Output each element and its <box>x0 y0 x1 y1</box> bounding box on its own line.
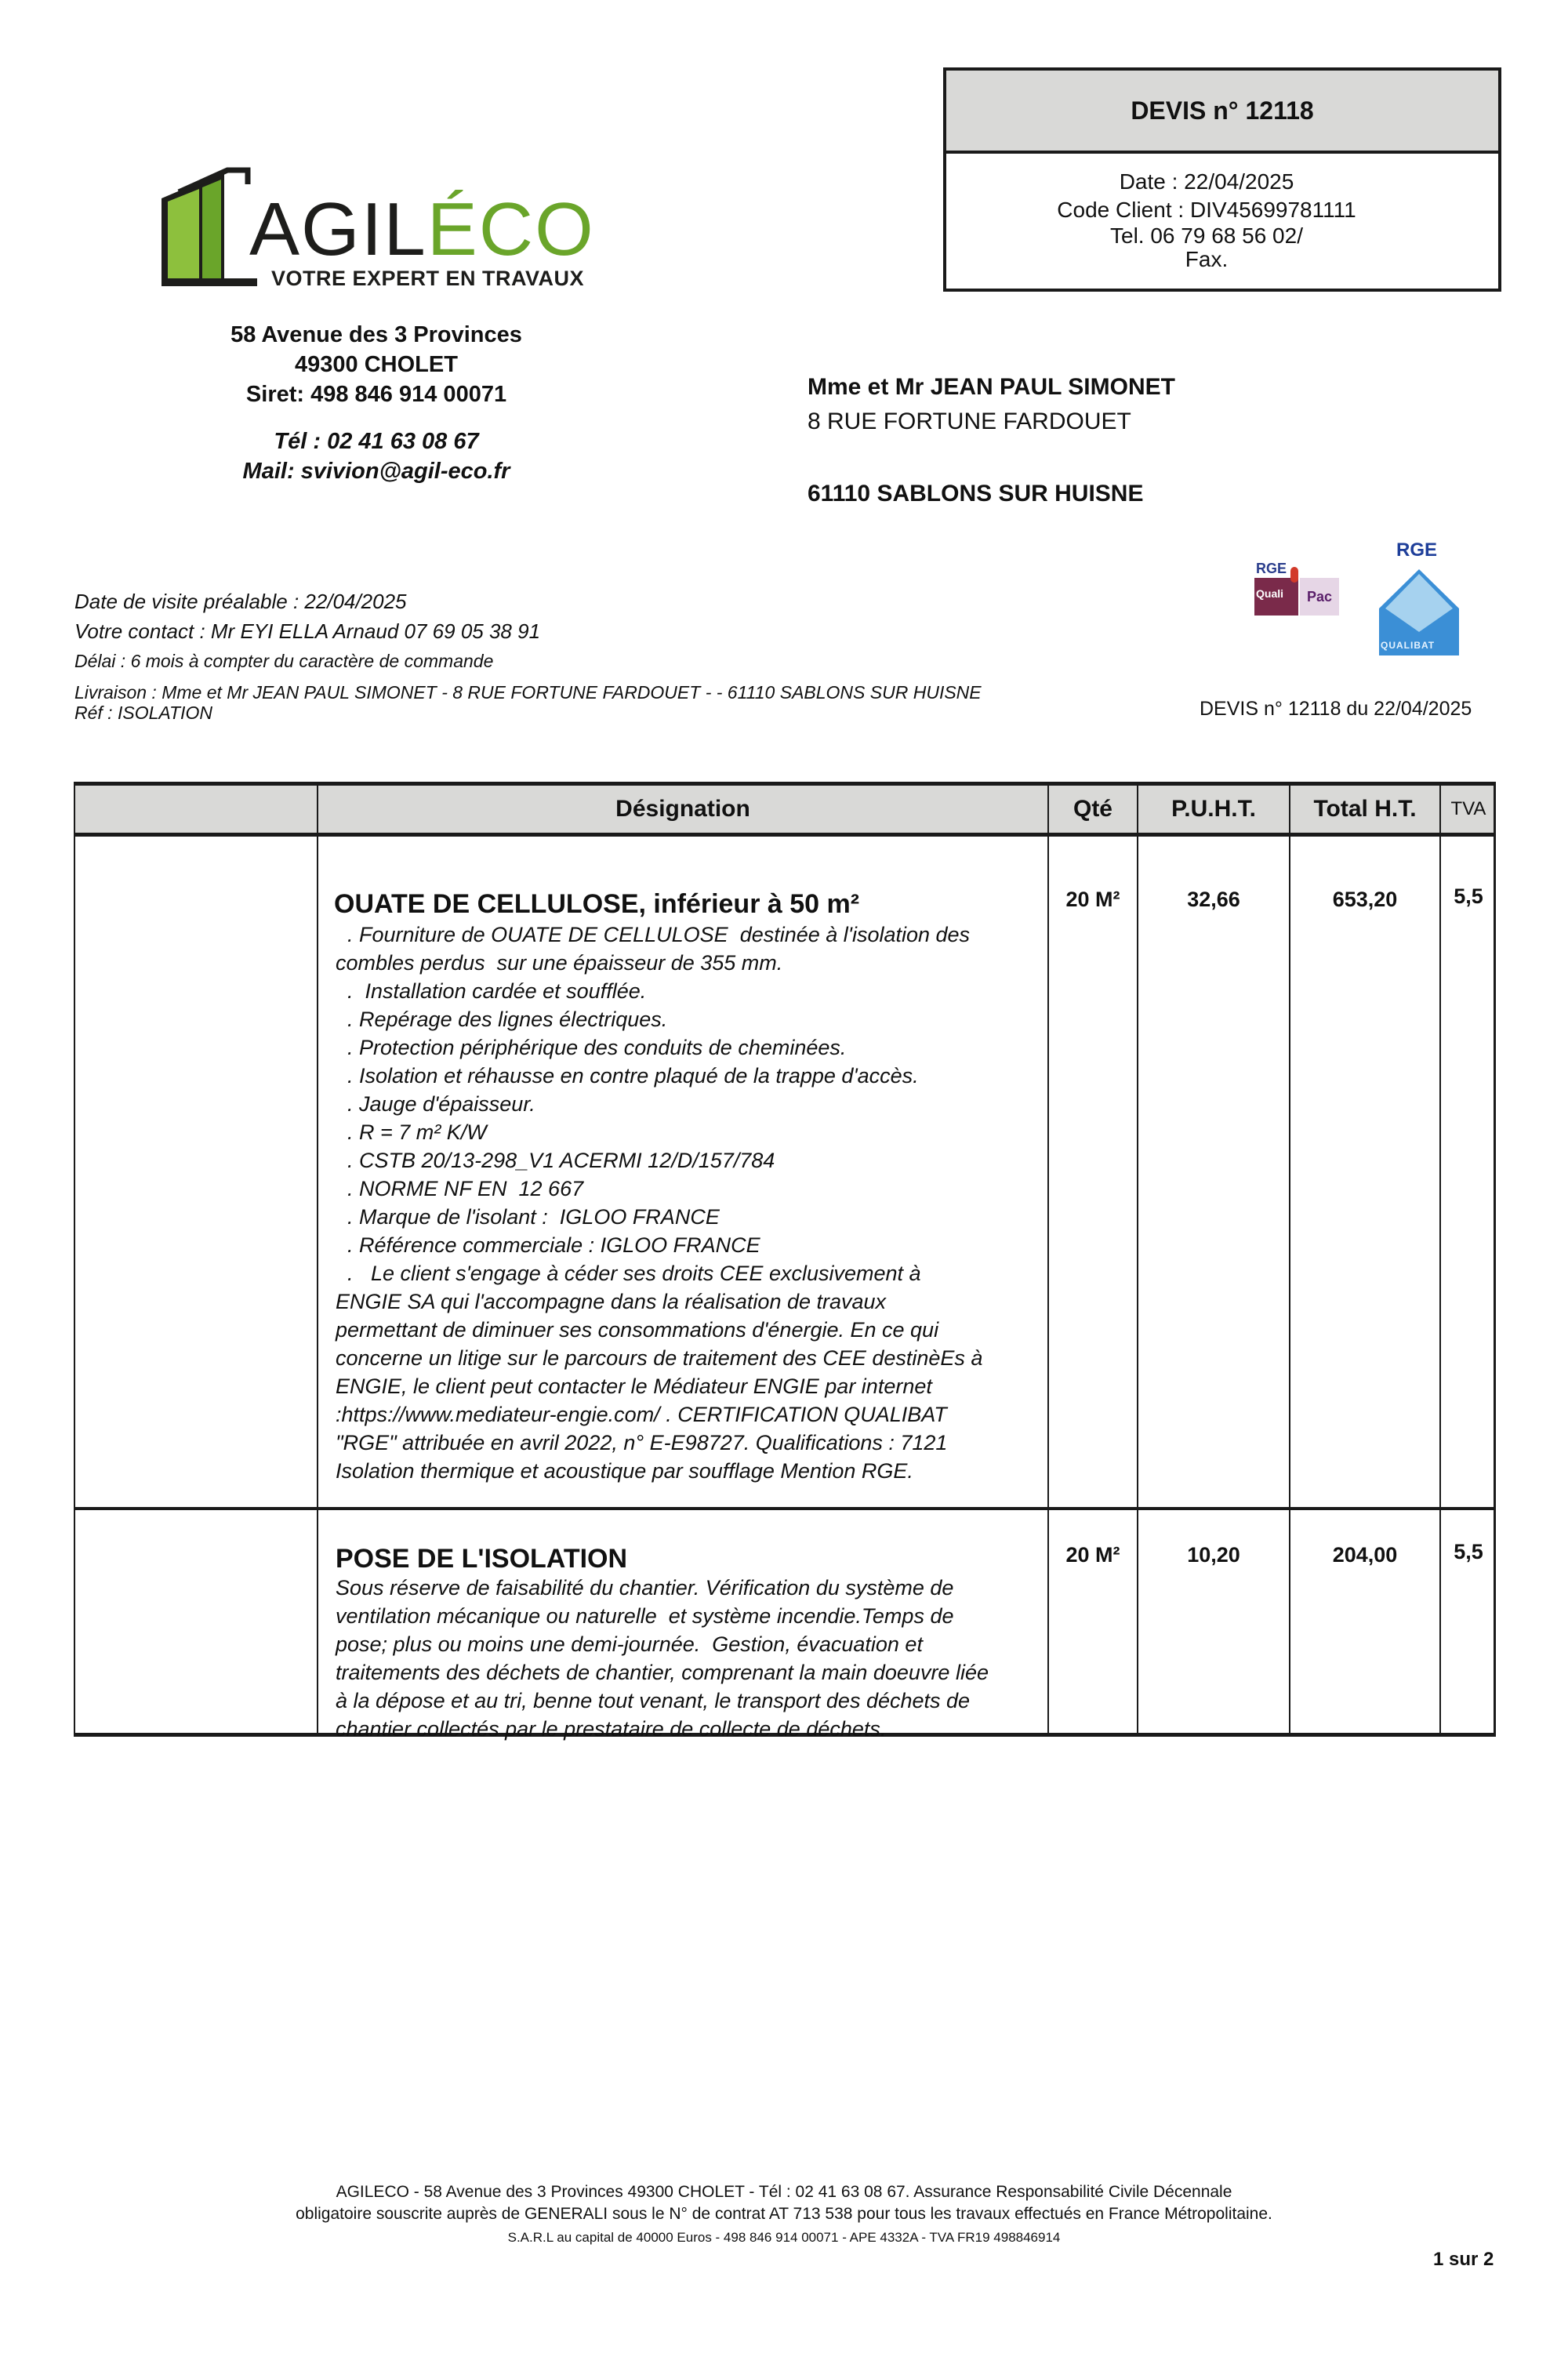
reference: Réf : ISOLATION <box>74 703 212 723</box>
client-code: Code Client : DIV45699781111 <box>1057 198 1356 222</box>
devis-reference: DEVIS n° 12118 du 22/04/2025 <box>1200 698 1472 720</box>
item-description-line: ventilation mécanique ou naturelle et système incendie.Temps de <box>336 1604 954 1628</box>
footer-line-3: S.A.R.L au capital de 40000 Euros - 498 846 914 00071 - APE 4332A - TVA FR19 498846914 <box>507 2230 1061 2245</box>
brand-tagline: VOTRE EXPERT EN TRAVAUX <box>271 267 585 290</box>
company-tel: Tél : 02 41 63 08 67 <box>274 429 479 454</box>
qualibat-rge-label: RGE <box>1396 539 1438 561</box>
item-description-line: "RGE" attribuée en avril 2022, n° E-E98727. Qualifications : 7121 <box>336 1431 948 1454</box>
house-logo-icon <box>155 161 257 290</box>
company-mail: Mail: svivion@agil-eco.fr <box>242 459 510 484</box>
contact-person: Votre contact : Mr EYI ELLA Arnaud 07 69 05 38 91 <box>74 619 541 643</box>
column-divider <box>317 786 318 1733</box>
company-city: 49300 CHOLET <box>295 352 458 377</box>
item-tva: 5,5 <box>1454 1540 1483 1563</box>
visit-date: Date de visite préalable : 22/04/2025 <box>74 590 407 613</box>
page-footer <box>0 2181 1568 2249</box>
item-description-line: concerne un litige sur le parcours de traitement des CEE destinèEs à <box>336 1346 983 1370</box>
header-designation: Désignation <box>615 796 750 822</box>
client-city: 61110 SABLONS SUR HUISNE <box>808 481 1144 507</box>
item-description-line: . CSTB 20/13-298_V1 ACERMI 12/D/157/784 <box>336 1149 775 1172</box>
company-address: 58 Avenue des 3 Provinces <box>230 322 522 347</box>
item-description-line: . Marque de l'isolant : IGLOO FRANCE <box>336 1205 720 1229</box>
row-divider <box>75 1507 1494 1510</box>
devis-header-box <box>943 67 1501 292</box>
company-info <box>157 320 596 486</box>
item-qty: 20 M² <box>1065 888 1120 911</box>
delivery-delay: Délai : 6 mois à compter du caractère de commande <box>74 651 494 671</box>
footer-line-2: obligatoire souscrite auprès de GENERALI sous le N° de contrat AT 713 538 pour tous les travaux effectués en France Métropolitaine. <box>296 2205 1272 2223</box>
item-description-line: ENGIE SA qui l'accompagne dans la réalisation de travaux <box>336 1290 887 1313</box>
item-description <box>336 1574 1127 1743</box>
header-total: Total H.T. <box>1313 796 1417 822</box>
qualibat-label: QUALIBAT <box>1381 640 1436 651</box>
header-qty: Qté <box>1073 796 1112 822</box>
item-description-line: ENGIE, le client peut contacter le Médiateur ENGIE par internet <box>336 1374 932 1398</box>
item-description-line: . Protection périphérique des conduits de cheminées. <box>336 1036 847 1059</box>
client-address-block <box>808 370 1175 511</box>
item-description <box>336 921 1127 1485</box>
header-unit-price: P.U.H.T. <box>1171 796 1256 822</box>
devis-title: DEVIS n° 12118 <box>946 71 1498 154</box>
client-fax: Fax. <box>1185 247 1229 271</box>
devis-date: Date : 22/04/2025 <box>1119 169 1294 194</box>
brand-name-green: ÉCO <box>426 187 595 271</box>
item-description-line: . Fourniture de OUATE DE CELLULOSE destinée à l'isolation des <box>336 923 971 946</box>
item-description-line: . Référence commerciale : IGLOO FRANCE <box>336 1233 760 1257</box>
quote-table <box>74 782 1496 1741</box>
item-description-line: . Installation cardée et soufflée. <box>336 979 647 1003</box>
footer-line-1: AGILECO - 58 Avenue des 3 Provinces 49300 CHOLET - Tél : 02 41 63 08 67. Assurance Responsabilité Civile Décennale <box>336 2183 1232 2201</box>
item-unit-price: 10,20 <box>1187 1543 1240 1567</box>
column-divider <box>1289 786 1290 1733</box>
client-street: 8 RUE FORTUNE FARDOUET <box>808 409 1131 434</box>
column-divider <box>1137 786 1138 1733</box>
company-siret: Siret: 498 846 914 00071 <box>245 382 507 407</box>
quote-meta <box>74 586 982 723</box>
delivery-address: Livraison : Mme et Mr JEAN PAUL SIMONET - 8 RUE FORTUNE FARDOUET - - 61110 SABLONS SUR HUISNE <box>74 682 982 703</box>
item-title: OUATE DE CELLULOSE, inférieur à 50 m² <box>334 889 860 919</box>
header-tva: TVA <box>1450 798 1486 819</box>
item-description-line: . R = 7 m² K/W <box>336 1120 487 1144</box>
qualipac-rge-label: RGE <box>1256 561 1287 576</box>
item-description-line: :https://www.mediateur-engie.com/ . CERTIFICATION QUALIBAT <box>336 1403 947 1426</box>
item-description-line: . NORME NF EN 12 667 <box>336 1177 584 1200</box>
qualipac-pac-label: Pac <box>1300 578 1339 616</box>
item-description-line: à la dépose et au tri, benne tout venant, le transport des déchets de <box>336 1689 971 1712</box>
qualipac-rge-logo <box>1254 561 1341 625</box>
item-unit-price: 32,66 <box>1187 888 1240 911</box>
item-description-line: . Le client s'engage à céder ses droits CEE exclusivement à <box>336 1262 921 1285</box>
item-description-line: . Repérage des lignes électriques. <box>336 1008 668 1031</box>
page-number: 1 sur 2 <box>1433 2249 1494 2270</box>
item-description-line: . Isolation et réhausse en contre plaqué de la trappe d'accès. <box>336 1064 919 1088</box>
item-description-line: Sous réserve de faisabilité du chantier. Vérification du système de <box>336 1576 954 1600</box>
item-description-line: chantier collectés par le prestataire de collecte de déchets. <box>336 1717 887 1741</box>
item-description-line: pose; plus ou moins une demi-journée. Gestion, évacuation et <box>336 1632 923 1656</box>
item-description-line: combles perdus sur une épaisseur de 355 mm. <box>336 951 783 975</box>
client-name: Mme et Mr JEAN PAUL SIMONET <box>808 374 1175 400</box>
qualipac-quali-label: Quali <box>1256 587 1284 600</box>
item-description-line: . Jauge d'épaisseur. <box>336 1092 535 1116</box>
item-qty: 20 M² <box>1065 1543 1120 1567</box>
item-total: 653,20 <box>1332 888 1398 911</box>
item-tva: 5,5 <box>1454 884 1483 908</box>
column-divider <box>1439 786 1441 1733</box>
brand-name-dark: AGIL <box>249 187 427 271</box>
qualibat-rge-logo <box>1376 539 1462 657</box>
company-logo <box>155 161 594 302</box>
brand-name <box>249 187 595 271</box>
item-title: POSE DE L'ISOLATION <box>336 1544 628 1574</box>
item-description-line: permettant de diminuer ses consommations d'énergie. En ce qui <box>336 1318 939 1342</box>
item-description-line: Isolation thermique et acoustique par soufflage Mention RGE. <box>336 1459 913 1483</box>
item-total: 204,00 <box>1332 1543 1398 1567</box>
item-description-line: traitements des déchets de chantier, comprenant la main doeuvre liée <box>336 1661 989 1684</box>
client-tel: Tel. 06 79 68 56 02/ <box>1110 223 1303 248</box>
